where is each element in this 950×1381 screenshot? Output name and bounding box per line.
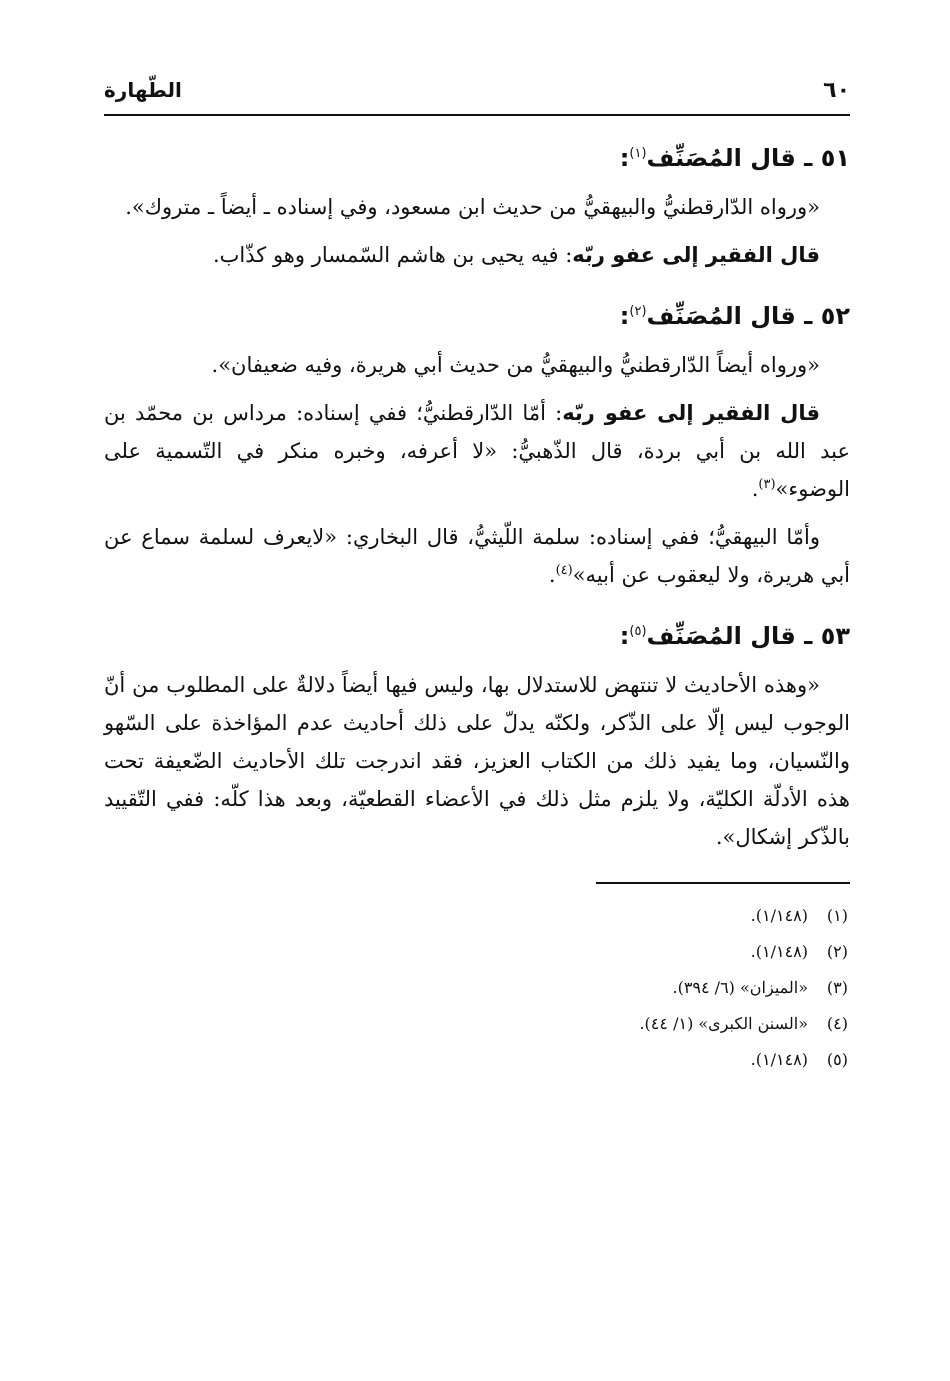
quote-paragraph: «ورواه أيضاً الدّارقطنيُّ والبيهقيُّ من حديث أبي هريرة، وفيه ضعيفان». bbox=[211, 353, 820, 377]
footnotes bbox=[104, 882, 850, 1078]
commentary-paragraph: قال الفقير إلى عفو ربّه: فيه يحيى بن هاشم السّمسار وهو كذّاب. bbox=[212, 243, 820, 267]
footnote-ref: (٤) bbox=[555, 563, 573, 578]
footnote-item: (٤)«السنن الكبرى» (١/ ٤٤). bbox=[639, 1014, 848, 1033]
section-heading-52: ٥٢ ـ قال المُصَنِّف$^{(٢)}$: bbox=[619, 302, 850, 330]
running-title: الطّهارة bbox=[104, 78, 182, 102]
footnote-divider bbox=[596, 882, 850, 884]
footnote-ref: (٢) bbox=[629, 304, 647, 319]
footnote-item: (٥)(١/١٤٨). bbox=[750, 1050, 848, 1069]
quote-paragraph: «ورواه الدّارقطنيُّ والبيهقيُّ من حديث ابن مسعود، وفي إسناده ـ أيضاً ـ متروك». bbox=[125, 195, 820, 219]
quote-paragraph: «وهذه الأحاديث لا تنتهض للاستدلال بها، وليس فيها أيضاً دلالةٌ على المطلوب من أنّ الوجوب ليس إلّا على الذّكر، ولكنّه يدلّ على ذلك أحاديث عدم المؤاخذة على السّهو والنّسيان، وما يفيد ذلك من الكتاب العزيز، فقد اندرجت تلك الأحاديث الضّعيفة تحت هذه الأدلّة الكليّة، ولا يلزم مثل ذلك في الأعضاء القطعيّة، وبعد هذا كلّه: ففي التّقييد بالذّكر إشكال». bbox=[104, 673, 850, 849]
footnote-ref: (٣) bbox=[758, 477, 776, 492]
page-number: ٦٠ bbox=[823, 78, 850, 103]
footnote-item: (١)(١/١٤٨). bbox=[750, 906, 848, 925]
footnote-item: (٣)«الميزان» (٦/ ٣٩٤). bbox=[672, 978, 848, 997]
commentary-paragraph: قال الفقير إلى عفو ربّه: أمّا الدّارقطنيُّ؛ ففي إسناده: مرداس بن محمّد بن عبد الله بن أبي بردة، قال الذّهبيُّ: «لا أعرفه، وخبره منكر في التّسمية على الوضوء»$^{(٣)}$. bbox=[104, 401, 850, 501]
section-heading-51: ٥١ ـ قال المُصَنِّف$^{(١)}$: bbox=[619, 144, 850, 172]
footnote-ref: (١) bbox=[629, 146, 647, 161]
footnote-item: (٢)(١/١٤٨). bbox=[750, 942, 848, 961]
footnote-ref: (٥) bbox=[629, 624, 647, 639]
page-header bbox=[104, 70, 850, 116]
book-page bbox=[104, 70, 850, 1078]
commentary-paragraph: وأمّا البيهقيُّ؛ ففي إسناده: سلمة اللّيثيُّ، قال البخاري: «لايعرف لسلمة سماع عن أبي هريرة، ولا ليعقوب عن أبيه»$^{(٤)}$. bbox=[104, 525, 850, 587]
section-heading-53: ٥٣ ـ قال المُصَنِّف$^{(٥)}$: bbox=[619, 622, 850, 650]
